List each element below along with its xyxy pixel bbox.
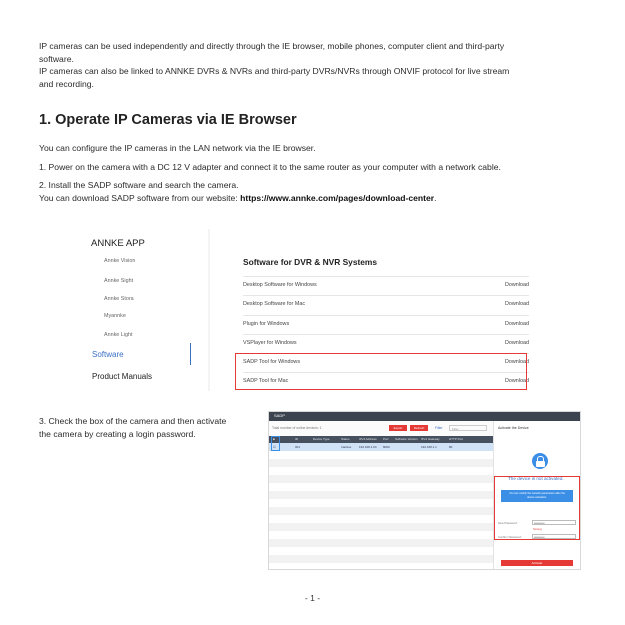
online-devices-count: Total number of online devices: 1	[272, 426, 322, 430]
sidebar-item-myannke[interactable]: Myannke	[104, 313, 126, 319]
body-line: 1. Power on the camera with a DC 12 V adapter and connect it to the same router as your computer with a network cable.	[39, 161, 501, 172]
software-name: Desktop Software for Mac	[243, 301, 306, 307]
empty-row	[269, 523, 493, 531]
software-panel-title: Software for DVR & NVR Systems	[243, 257, 378, 267]
sidebar-item-product-manuals[interactable]: Product Manuals	[92, 372, 153, 381]
download-link[interactable]: Download	[505, 340, 529, 346]
software-row	[243, 334, 529, 354]
download-link[interactable]: Download	[505, 359, 529, 365]
software-name: SADP Tool for Mac	[243, 378, 289, 384]
filter-label: Filter	[435, 426, 443, 430]
step3-line: the camera by creating a login password.	[39, 428, 196, 439]
download-text: You can download SADP software from our website:	[39, 192, 241, 203]
body-line: 2. Install the SADP software and search the camera.	[39, 180, 239, 191]
intro-line: and recording.	[39, 78, 94, 89]
step3-text	[39, 415, 269, 440]
software-row	[243, 315, 529, 335]
annke-app-heading: ANNKE APP	[91, 238, 145, 249]
confirm-password-label: Confirm Password:	[498, 535, 522, 539]
hint-line: You can modify the network parameters after the	[509, 492, 565, 495]
sadp-titlebar	[269, 412, 581, 421]
software-name: Desktop Software for Windows	[243, 282, 317, 288]
hint-line: device activation.	[527, 496, 547, 499]
sidebar-item-annke-sight[interactable]: Annke Sight	[104, 278, 134, 284]
section-body	[39, 142, 599, 204]
sidebar-item-annke-vision[interactable]: Annke Vision	[104, 258, 136, 264]
download-link[interactable]: Download	[505, 301, 529, 307]
checkbox-highlight-box	[271, 436, 280, 451]
sidebar-item-annke-light[interactable]: Annke Light	[104, 332, 133, 338]
column-header[interactable]: ID	[295, 437, 298, 441]
export-button[interactable]: Export	[389, 425, 407, 431]
new-password-input[interactable]: ••••••••••	[532, 520, 576, 525]
column-header[interactable]: IPv4 Address	[359, 437, 377, 441]
filter-input[interactable]: Filter	[449, 425, 487, 431]
software-row	[243, 276, 529, 296]
row-checkbox[interactable]: ☑	[273, 445, 276, 449]
column-header[interactable]: HTTP Port	[449, 437, 464, 441]
download-sidebar	[82, 229, 208, 391]
intro-line: IP cameras can also be linked to ANNKE DVRs & NVRs and third-party DVRs/NVRs through ONVIF protocol for live stream	[39, 66, 510, 77]
body-line: You can configure the IP cameras in the LAN network via the IE browser.	[39, 143, 316, 153]
step3-line: 3. Check the box of the camera and then activate	[39, 416, 227, 426]
device-status: Inactive	[341, 445, 352, 449]
software-row	[243, 295, 529, 315]
device-http-port: 80	[449, 445, 453, 449]
sadp-toolbar	[269, 421, 493, 436]
lock-icon	[532, 453, 548, 469]
download-link[interactable]: Download	[505, 282, 529, 288]
body-line	[39, 192, 599, 205]
device-gateway: 192.168.1.1	[421, 445, 437, 449]
download-center-link[interactable]: https://www.annke.com/pages/download-center	[240, 192, 435, 203]
column-header[interactable]: Device Type	[313, 437, 330, 441]
software-name: SADP Tool for Windows	[243, 359, 301, 365]
password-strength: Strong	[533, 527, 542, 531]
sidebar-item-annke-stora[interactable]: Annke Stora	[104, 296, 134, 302]
select-all-checkbox[interactable]: ■	[273, 437, 275, 441]
column-header[interactable]: Status	[341, 437, 350, 441]
device-row[interactable]	[269, 443, 493, 451]
window-controls[interactable]	[558, 414, 578, 418]
inactive-message: The device is not activated.	[508, 476, 564, 481]
sidebar-item-software[interactable]: Software	[92, 350, 124, 359]
download-center-screenshot	[82, 229, 552, 391]
empty-row	[269, 539, 493, 547]
device-table-header	[269, 436, 493, 443]
section-title: 1. Operate IP Cameras via IE Browser	[39, 112, 297, 128]
empty-row	[269, 459, 493, 467]
password-highlight-box	[494, 476, 580, 540]
page-number: - 1 -	[304, 593, 321, 603]
column-header[interactable]: IPv4 Gateway	[421, 437, 440, 441]
selected-indicator	[190, 343, 191, 365]
empty-row	[269, 555, 493, 563]
device-ip: 192.168.1.64	[359, 445, 377, 449]
sadp-highlight-box	[235, 353, 527, 390]
device-port: 8000	[383, 445, 390, 449]
intro-line: IP cameras can be used independently and directly through the IE browser, mobile phones, computer client and third-party	[39, 41, 505, 51]
sadp-title: SADP	[274, 413, 285, 418]
software-name: Plugin for Windows	[243, 321, 290, 327]
download-link[interactable]: Download	[505, 321, 529, 327]
column-header[interactable]: Software Version	[395, 437, 418, 441]
column-header[interactable]: Port	[383, 437, 389, 441]
intro-line: software.	[39, 53, 74, 64]
activate-panel-title: Activate the Device	[498, 426, 529, 430]
intro-paragraph	[39, 40, 599, 90]
software-name: VSPlayer for Windows	[243, 340, 297, 346]
activate-button[interactable]: Activate	[501, 560, 573, 566]
empty-row	[269, 491, 493, 499]
empty-row	[269, 475, 493, 483]
confirm-password-input[interactable]: ••••••••••	[532, 534, 576, 539]
refresh-button[interactable]: Refresh	[410, 425, 428, 431]
empty-row	[269, 507, 493, 515]
device-id: 001	[295, 445, 301, 449]
new-password-label: New Password:	[498, 521, 518, 525]
download-link[interactable]: Download	[505, 378, 529, 384]
period: .	[434, 192, 437, 203]
